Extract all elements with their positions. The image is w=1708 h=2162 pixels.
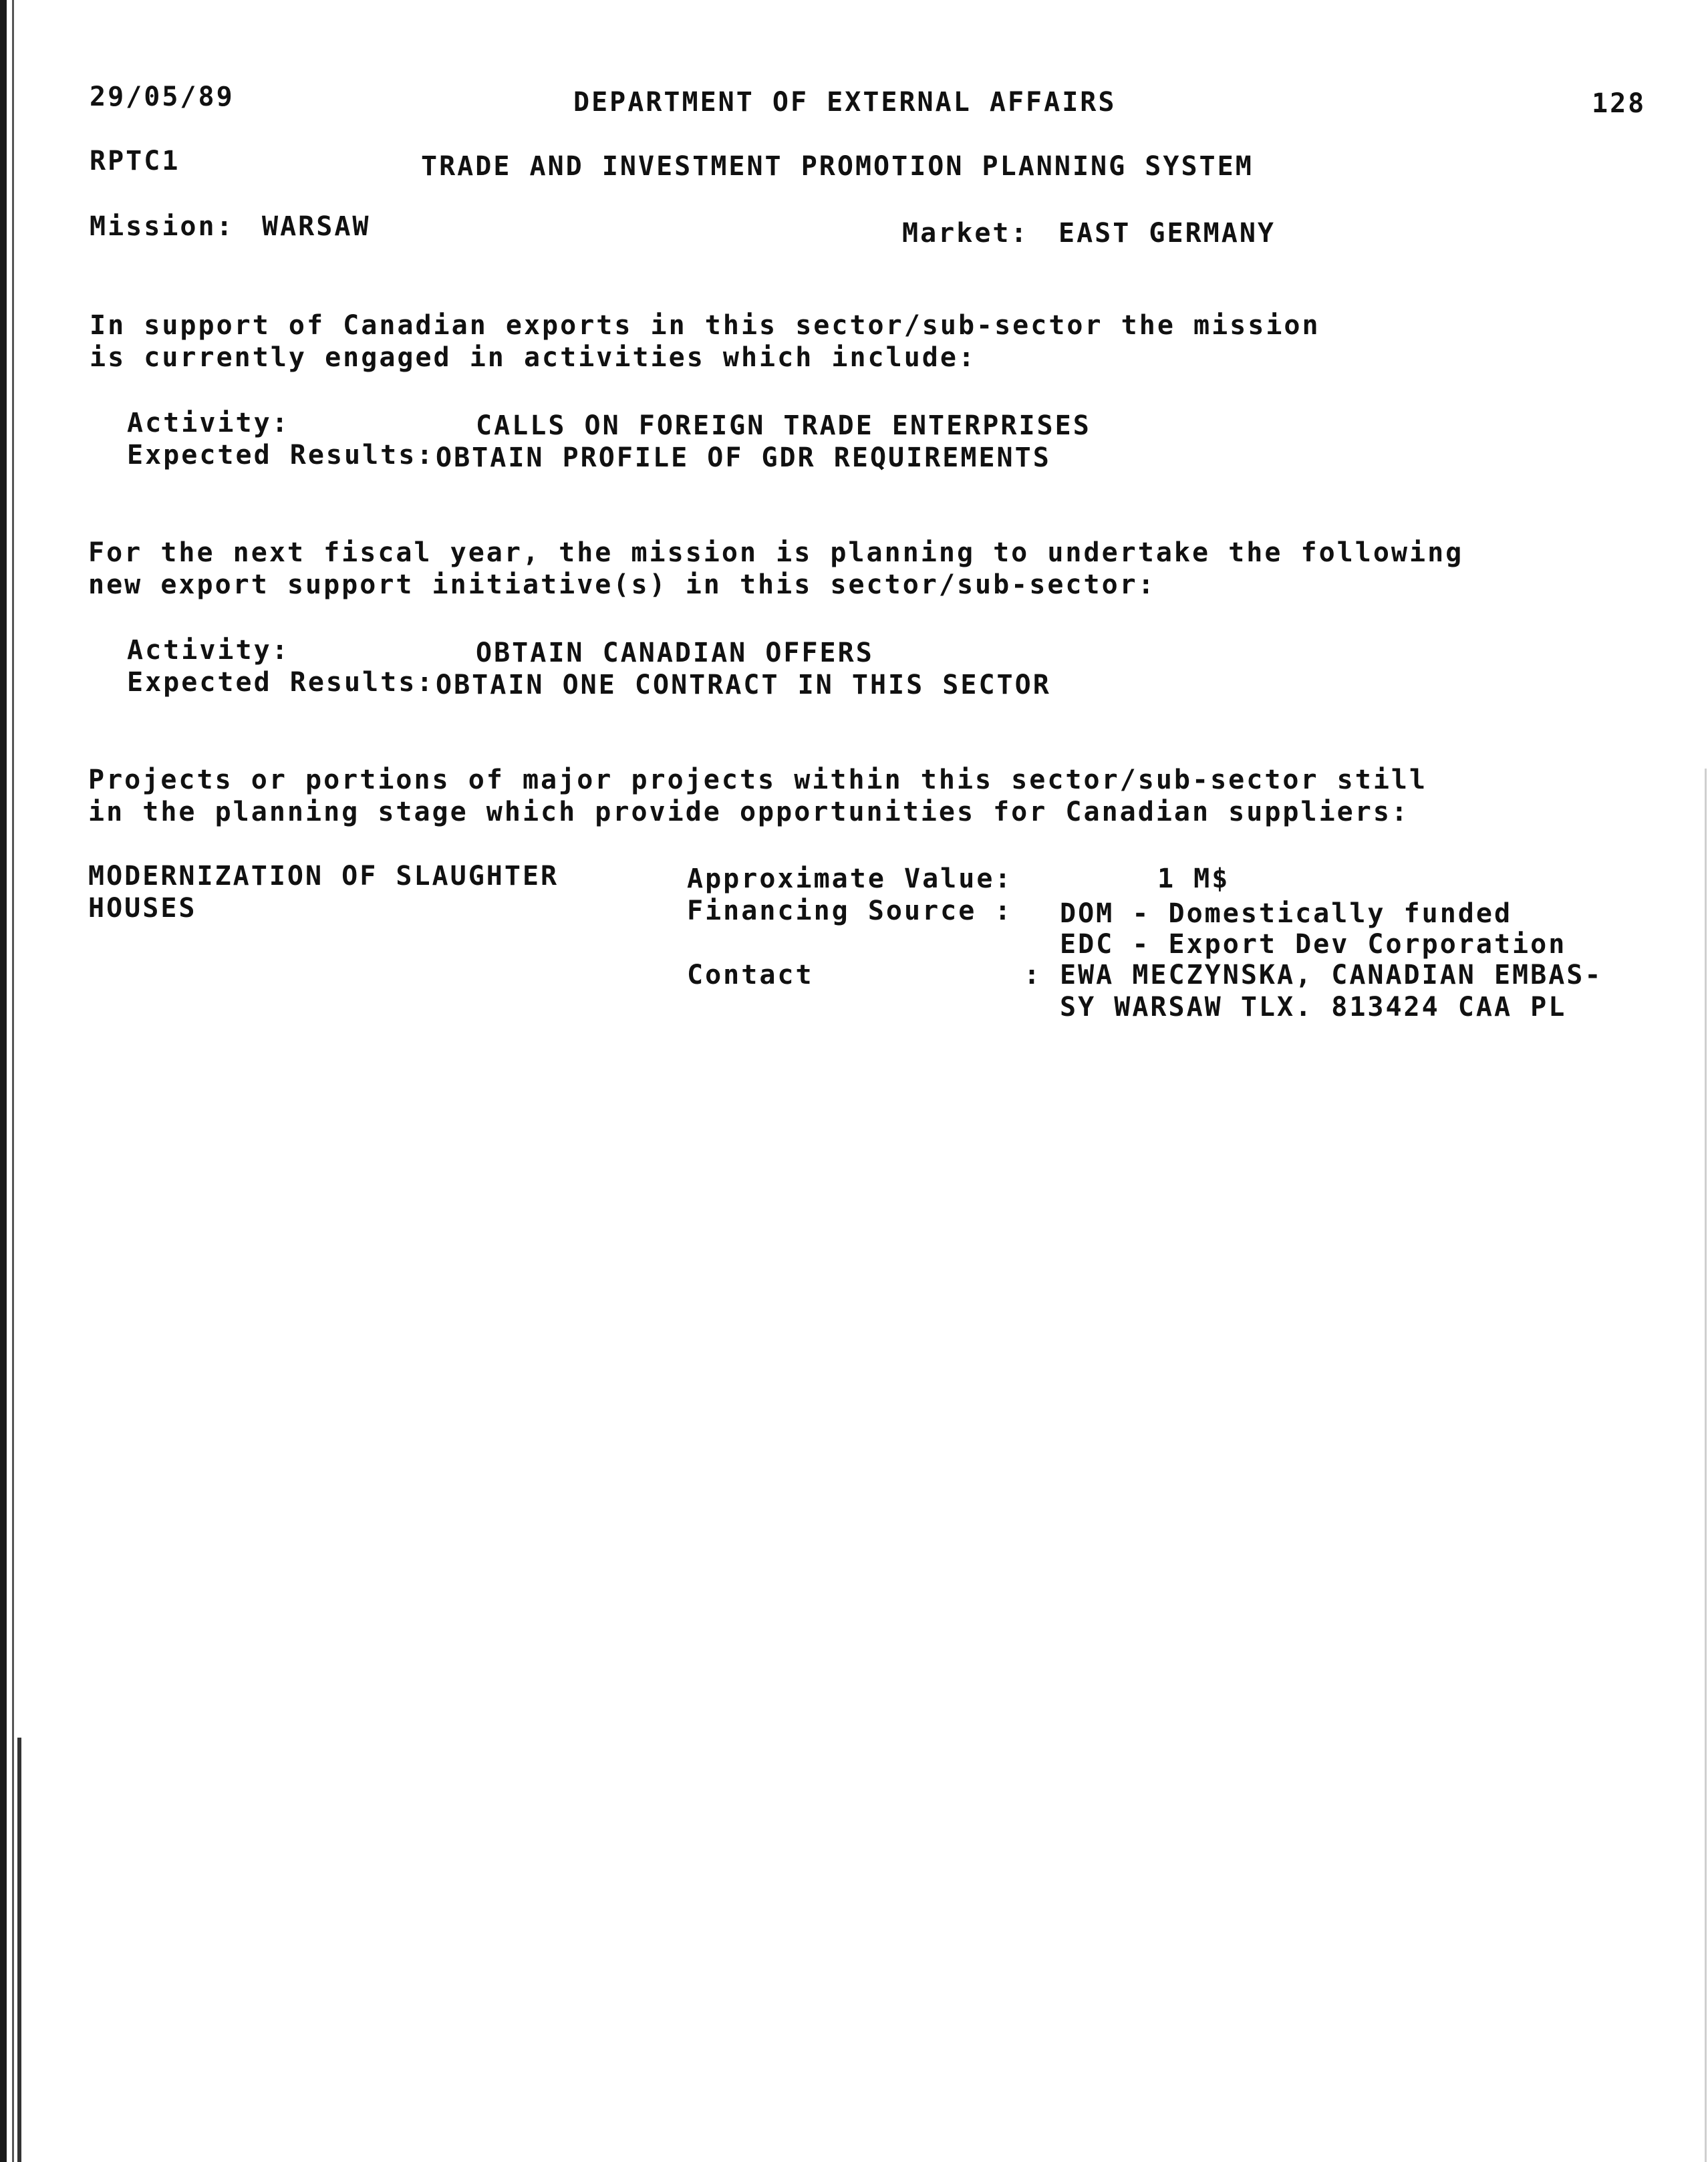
scan-edge-right [1705, 769, 1707, 2162]
financing-source-label: Financing Source : [687, 896, 1013, 926]
next-activity-value: OBTAIN CANADIAN OFFERS [476, 638, 874, 668]
contact-label: Contact [687, 960, 814, 990]
next-intro-line1: For the next fiscal year, the mission is planning to undertake the following [88, 537, 1464, 568]
current-activity-value: CALLS ON FOREIGN TRADE ENTERPRISES [476, 410, 1091, 441]
contact-line2: SY WARSAW TLX. 813424 CAA PL [1060, 992, 1567, 1023]
next-results-value: OBTAIN ONE CONTRACT IN THIS SECTOR [436, 670, 1051, 700]
contact-colon: : [1024, 960, 1042, 990]
mission-value: WARSAW [262, 211, 371, 242]
financing-source-2: EDC - Export Dev Corporation [1060, 929, 1567, 960]
current-results-label: Expected Results: [127, 440, 435, 470]
report-code: RPTC1 [90, 146, 180, 176]
market-label: Market: [902, 218, 1029, 249]
current-results-value: OBTAIN PROFILE OF GDR REQUIREMENTS [436, 442, 1051, 473]
next-intro-line2: new export support initiative(s) in this sector/sub-sector: [88, 569, 1156, 600]
next-activity-label: Activity: [127, 635, 290, 666]
scan-edge-mark [17, 1738, 21, 2162]
scan-edge-left [0, 0, 7, 2162]
projects-intro-line2: in the planning stage which provide opportunities for Canadian suppliers: [88, 797, 1409, 827]
scan-edge-line [12, 0, 14, 2162]
contact-line1: EWA MECZYNSKA, CANADIAN EMBAS- [1060, 960, 1603, 990]
financing-source-1: DOM - Domestically funded [1060, 898, 1513, 929]
mission-label: Mission: [90, 211, 235, 242]
approximate-value-label: Approximate Value: [687, 863, 1013, 894]
approximate-value: 1 M$ [1157, 863, 1230, 894]
market-value: EAST GERMANY [1058, 218, 1276, 249]
current-intro-line1: In support of Canadian exports in this sector/sub-sector the mission [90, 310, 1320, 341]
project-name-line1: MODERNIZATION OF SLAUGHTER [88, 861, 559, 892]
project-name-line2: HOUSES [88, 893, 197, 924]
system-title: TRADE AND INVESTMENT PROMOTION PLANNING SYSTEM [421, 151, 1254, 182]
department-title: DEPARTMENT OF EXTERNAL AFFAIRS [573, 87, 1117, 118]
projects-intro-line1: Projects or portions of major projects within this sector/sub-sector still [88, 765, 1428, 795]
current-intro-line2: is currently engaged in activities which include: [90, 342, 977, 373]
next-results-label: Expected Results: [127, 667, 435, 698]
report-date: 29/05/89 [90, 82, 235, 112]
page-number: 128 [1592, 88, 1647, 119]
current-activity-label: Activity: [127, 408, 290, 438]
